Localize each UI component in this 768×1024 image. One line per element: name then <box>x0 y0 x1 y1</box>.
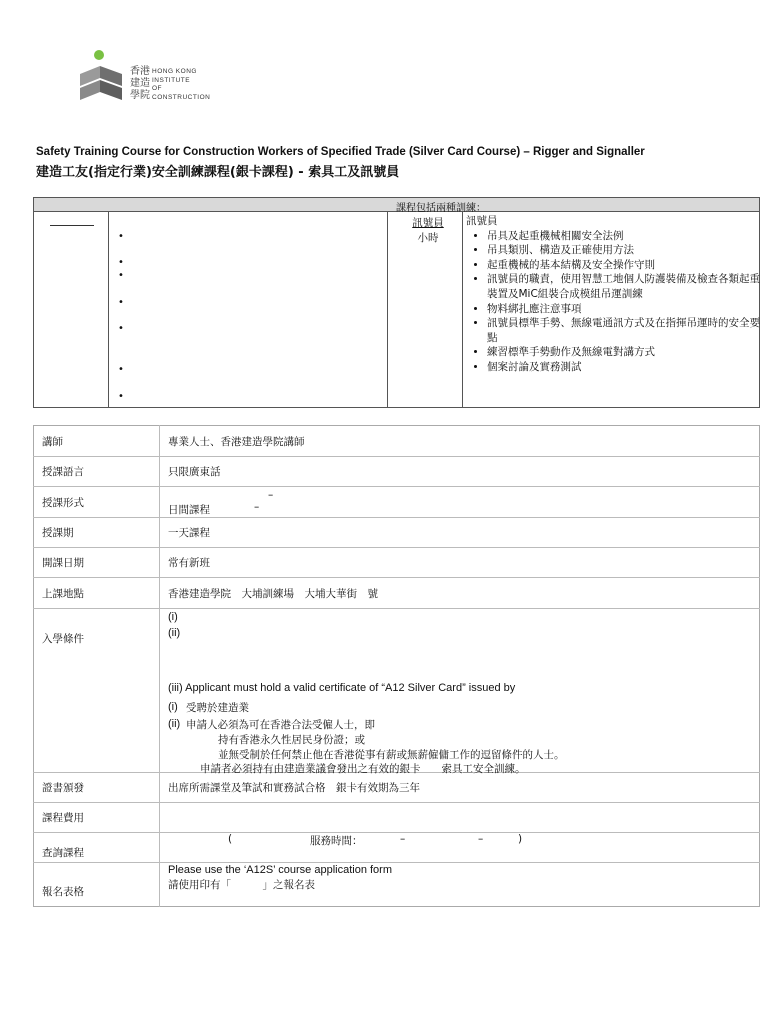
entry-cn-ii-b: 並無受制於任何禁止他在香港從事有薪或無薪僱傭工作的逗留條件的人士。 <box>218 749 565 761</box>
topic-item: • 物料綁扎應注意事項 <box>487 302 760 317</box>
enquiry-value-cell <box>160 833 760 863</box>
entry-cn-i: 受聘於建造業 <box>186 702 249 714</box>
mode-dash-upper: – <box>268 489 274 501</box>
entry-cn-iii: 申請者必須持有由建造業議會發出之有效的銀卡 索具工安全訓練。 <box>200 763 526 775</box>
topic-item: • 訊號員標準手勢、無線電通訊方式及在指揮吊運時的安全要點 <box>487 316 760 345</box>
topic-item: • 起重機械的基本結構及安全操作守則 <box>487 258 760 273</box>
column-divider <box>108 212 109 407</box>
start-date-label: 開課日期 <box>34 548 160 578</box>
column-1-underline <box>50 225 94 226</box>
entry-item-ii: (ii) <box>168 627 181 639</box>
form-label: 報名表格 <box>34 863 160 907</box>
topics-cell <box>466 214 760 375</box>
bullet: • <box>118 297 124 308</box>
info-row-entry-requirements <box>34 609 760 773</box>
enquiry-service-hours: 服務時間： <box>310 835 363 847</box>
duration-value: 一天課程 <box>160 518 760 548</box>
enquiry-dash: – <box>400 833 406 845</box>
enquiry-label: 查詢課程 <box>34 833 160 863</box>
info-row-enquiry <box>34 833 760 863</box>
venue-label: 上課地點 <box>34 578 160 609</box>
logo-english-name: HONG KONG INSTITUTE OF CONSTRUCTION <box>152 68 211 101</box>
enquiry-close-paren: ) <box>518 833 523 845</box>
topic-item: • 吊具及起重機械相關安全法例 <box>487 229 760 244</box>
start-date-value: 常有新班 <box>160 548 760 578</box>
info-row-mode <box>34 487 760 518</box>
fee-label: 課程費用 <box>34 803 160 833</box>
enquiry-open-paren: ( <box>228 833 233 845</box>
duration-unit: 小時 <box>417 232 439 244</box>
fee-value <box>160 803 760 833</box>
topic-item: • 吊具類別、構造及正確使用方法 <box>487 243 760 258</box>
language-label: 授課語言 <box>34 457 160 487</box>
entry-item-iii-english: (iii) Applicant must hold a valid certificate of “A12 Silver Card” issued by <box>168 682 516 694</box>
language-value: 只限廣東話 <box>160 457 760 487</box>
instructor-value: 專業人士、香港建造學院講師 <box>168 435 305 448</box>
info-row-certificate <box>34 773 760 803</box>
course-table-header <box>34 198 759 212</box>
entry-cn-i-number: (i) <box>168 701 178 713</box>
topic-item: • 訊號員的職責，使用智慧工地個人防護裝備及檢查各類起重裝置及MiC組裝合成模組吊運訓練 <box>487 272 760 301</box>
mode-dash: – <box>254 501 260 513</box>
entry-label: 入學條件 <box>34 609 160 773</box>
bullet: • <box>118 270 124 281</box>
duration-cell <box>396 216 460 246</box>
certificate-value: 出席所需課堂及筆試和實務試合格 銀卡有效期為三年 <box>160 773 760 803</box>
course-info-table <box>33 425 760 907</box>
duration-label: 授課期 <box>34 518 160 548</box>
entry-cn-ii-a: 持有香港永久性居民身份證；或 <box>218 734 365 746</box>
course-content-table <box>33 197 760 408</box>
enquiry-dash: – <box>478 833 484 845</box>
entry-value-cell <box>160 609 760 773</box>
topic-item: • 練習標準手勢動作及無線電對講方式 <box>487 345 760 360</box>
certificate-label: 證書頒發 <box>34 773 160 803</box>
bullet: • <box>118 364 124 375</box>
venue-value: 香港建造學院 大埔訓練場 大埔大華街 號 <box>160 578 760 609</box>
mode-label: 授課形式 <box>34 487 160 518</box>
info-row-fee <box>34 803 760 833</box>
bullet: • <box>118 323 124 334</box>
hkic-logo-mark <box>78 48 134 108</box>
hkic-logo <box>78 48 228 108</box>
course-title-english: Safety Training Course for Construction Workers of Specified Trade (Silver Card Course) – Rigger and Signaller <box>36 146 645 158</box>
entry-cn-ii: 申請人必須為可在香港合法受僱人士，即 <box>186 719 375 731</box>
form-chinese: 請使用印有「 」之報名表 <box>168 879 315 891</box>
entry-cn-ii-number: (ii) <box>168 718 181 730</box>
logo-chinese-name: 香港建造學院 <box>130 66 150 101</box>
topics-heading: 訊號員 <box>466 215 498 227</box>
logo-green-dot <box>94 50 104 60</box>
form-english: Please use the ‘A12S’ course application form <box>168 864 392 876</box>
entry-item-i: (i) <box>168 611 178 623</box>
topic-item: • 個案討論及實務測試 <box>487 360 760 375</box>
info-row-instructor <box>34 426 760 457</box>
column-divider <box>462 212 463 407</box>
info-row-duration <box>34 518 760 548</box>
topics-list <box>466 229 760 375</box>
instructor-label: 講師 <box>34 426 160 457</box>
course-title-chinese: 建造工友(指定行業)安全訓練課程(銀卡課程) - 索具工及訊號員 <box>36 165 400 180</box>
column-divider <box>387 212 388 407</box>
info-row-application-form <box>34 863 760 907</box>
info-row-start-date <box>34 548 760 578</box>
info-row-venue <box>34 578 760 609</box>
mode-value-cell <box>160 487 760 518</box>
duration-heading: 訊號員 <box>412 217 444 229</box>
info-row-language <box>34 457 760 487</box>
bullet: • <box>118 231 124 242</box>
mode-value: 日間課程 <box>168 504 210 516</box>
bullet: • <box>118 257 124 268</box>
bullet: • <box>118 391 124 402</box>
course-table-header-text: 課程包括兩種訓練： <box>396 203 486 214</box>
form-value-cell <box>160 863 760 907</box>
